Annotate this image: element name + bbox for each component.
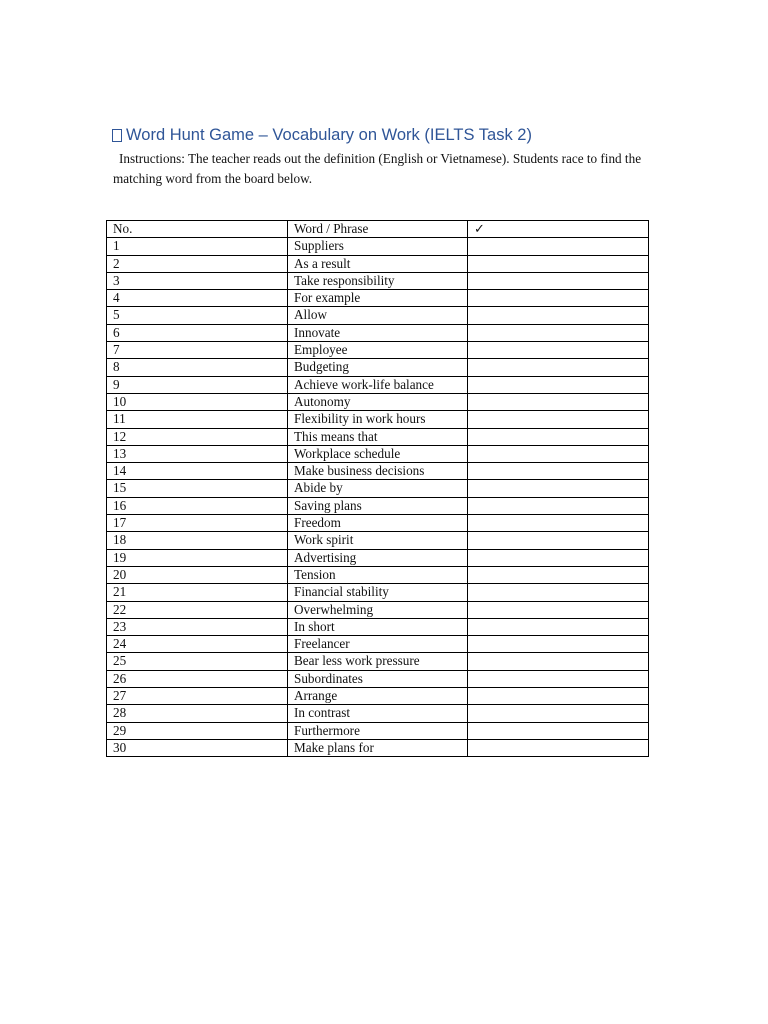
row-check-cell[interactable] [468, 549, 649, 566]
table-row [107, 428, 649, 445]
row-check-cell[interactable] [468, 393, 649, 410]
row-word-phrase: Financial stability [288, 584, 468, 601]
row-word-phrase: Autonomy [288, 393, 468, 410]
row-number: 28 [107, 705, 288, 722]
table-row [107, 739, 649, 756]
table-row [107, 272, 649, 289]
row-number: 23 [107, 618, 288, 635]
table-row [107, 497, 649, 514]
table-row [107, 255, 649, 272]
row-check-cell[interactable] [468, 739, 649, 756]
row-word-phrase: Make business decisions [288, 463, 468, 480]
row-check-cell[interactable] [468, 722, 649, 739]
row-check-cell[interactable] [468, 342, 649, 359]
table-row [107, 307, 649, 324]
row-check-cell[interactable] [468, 463, 649, 480]
row-check-cell[interactable] [468, 584, 649, 601]
row-number: 19 [107, 549, 288, 566]
row-number: 25 [107, 653, 288, 670]
row-number: 16 [107, 497, 288, 514]
header-check-mark: ✓ [468, 221, 649, 238]
row-number: 30 [107, 739, 288, 756]
table-row [107, 688, 649, 705]
row-word-phrase: Suppliers [288, 238, 468, 255]
row-check-cell[interactable] [468, 411, 649, 428]
row-word-phrase: Freedom [288, 515, 468, 532]
row-check-cell[interactable] [468, 636, 649, 653]
table-row [107, 445, 649, 462]
row-word-phrase: Allow [288, 307, 468, 324]
table-row [107, 705, 649, 722]
row-check-cell[interactable] [468, 290, 649, 307]
table-row [107, 324, 649, 341]
row-check-cell[interactable] [468, 307, 649, 324]
table-row [107, 549, 649, 566]
row-number: 12 [107, 428, 288, 445]
table-row [107, 515, 649, 532]
table-row [107, 618, 649, 635]
row-check-cell[interactable] [468, 705, 649, 722]
row-check-cell[interactable] [468, 670, 649, 687]
row-word-phrase: Achieve work-life balance [288, 376, 468, 393]
row-check-cell[interactable] [468, 480, 649, 497]
row-check-cell[interactable] [468, 515, 649, 532]
row-word-phrase: Workplace schedule [288, 445, 468, 462]
row-word-phrase: Tension [288, 566, 468, 583]
missing-glyph-icon [112, 129, 122, 142]
row-word-phrase: For example [288, 290, 468, 307]
row-check-cell[interactable] [468, 376, 649, 393]
row-number: 11 [107, 411, 288, 428]
table-header-row [107, 221, 649, 238]
row-word-phrase: Innovate [288, 324, 468, 341]
row-word-phrase: Saving plans [288, 497, 468, 514]
row-word-phrase: Budgeting [288, 359, 468, 376]
table-row [107, 411, 649, 428]
table-row [107, 532, 649, 549]
row-check-cell[interactable] [468, 688, 649, 705]
row-number: 10 [107, 393, 288, 410]
row-number: 27 [107, 688, 288, 705]
table-row [107, 584, 649, 601]
row-word-phrase: Advertising [288, 549, 468, 566]
row-number: 9 [107, 376, 288, 393]
instructions-paragraph: Instructions: The teacher reads out the definition (English or Vietnamese). Students race to find the matching word from the board below. [113, 151, 642, 186]
table-body [107, 238, 649, 757]
row-word-phrase: Arrange [288, 688, 468, 705]
row-number: 21 [107, 584, 288, 601]
row-check-cell[interactable] [468, 618, 649, 635]
row-check-cell[interactable] [468, 653, 649, 670]
table-row [107, 342, 649, 359]
row-check-cell[interactable] [468, 428, 649, 445]
table-row [107, 653, 649, 670]
row-check-cell[interactable] [468, 601, 649, 618]
row-check-cell[interactable] [468, 324, 649, 341]
row-word-phrase: Employee [288, 342, 468, 359]
row-check-cell[interactable] [468, 255, 649, 272]
table-row [107, 376, 649, 393]
row-number: 26 [107, 670, 288, 687]
header-number: No. [107, 221, 288, 238]
row-number: 1 [107, 238, 288, 255]
table-row [107, 290, 649, 307]
row-number: 3 [107, 272, 288, 289]
row-number: 17 [107, 515, 288, 532]
row-word-phrase: This means that [288, 428, 468, 445]
table-row [107, 636, 649, 653]
row-word-phrase: Bear less work pressure [288, 653, 468, 670]
row-word-phrase: Overwhelming [288, 601, 468, 618]
row-word-phrase: Make plans for [288, 739, 468, 756]
table-row [107, 463, 649, 480]
row-word-phrase: Flexibility in work hours [288, 411, 468, 428]
row-number: 14 [107, 463, 288, 480]
row-number: 4 [107, 290, 288, 307]
row-check-cell[interactable] [468, 566, 649, 583]
row-number: 8 [107, 359, 288, 376]
table-row [107, 238, 649, 255]
row-number: 24 [107, 636, 288, 653]
page-title-text: Word Hunt Game – Vocabulary on Work (IELTS Task 2) [126, 126, 532, 144]
row-word-phrase: Furthermore [288, 722, 468, 739]
row-number: 6 [107, 324, 288, 341]
row-number: 2 [107, 255, 288, 272]
row-check-cell[interactable] [468, 359, 649, 376]
row-number: 18 [107, 532, 288, 549]
row-word-phrase: Abide by [288, 480, 468, 497]
row-number: 15 [107, 480, 288, 497]
page-title [112, 124, 532, 146]
row-word-phrase: Freelancer [288, 636, 468, 653]
row-check-cell[interactable] [468, 532, 649, 549]
row-word-phrase: In contrast [288, 705, 468, 722]
table-row [107, 566, 649, 583]
table-row [107, 722, 649, 739]
row-check-cell[interactable] [468, 445, 649, 462]
row-number: 7 [107, 342, 288, 359]
row-check-cell[interactable] [468, 272, 649, 289]
row-check-cell[interactable] [468, 238, 649, 255]
row-check-cell[interactable] [468, 497, 649, 514]
header-word-phrase: Word / Phrase [288, 221, 468, 238]
table-row [107, 601, 649, 618]
row-number: 22 [107, 601, 288, 618]
table-row [107, 393, 649, 410]
row-number: 29 [107, 722, 288, 739]
row-word-phrase: In short [288, 618, 468, 635]
table-row [107, 670, 649, 687]
row-number: 20 [107, 566, 288, 583]
row-word-phrase: As a result [288, 255, 468, 272]
row-word-phrase: Work spirit [288, 532, 468, 549]
table-row [107, 480, 649, 497]
row-word-phrase: Take responsibility [288, 272, 468, 289]
table-row [107, 359, 649, 376]
row-number: 13 [107, 445, 288, 462]
row-number: 5 [107, 307, 288, 324]
vocabulary-table [106, 220, 649, 757]
row-word-phrase: Subordinates [288, 670, 468, 687]
